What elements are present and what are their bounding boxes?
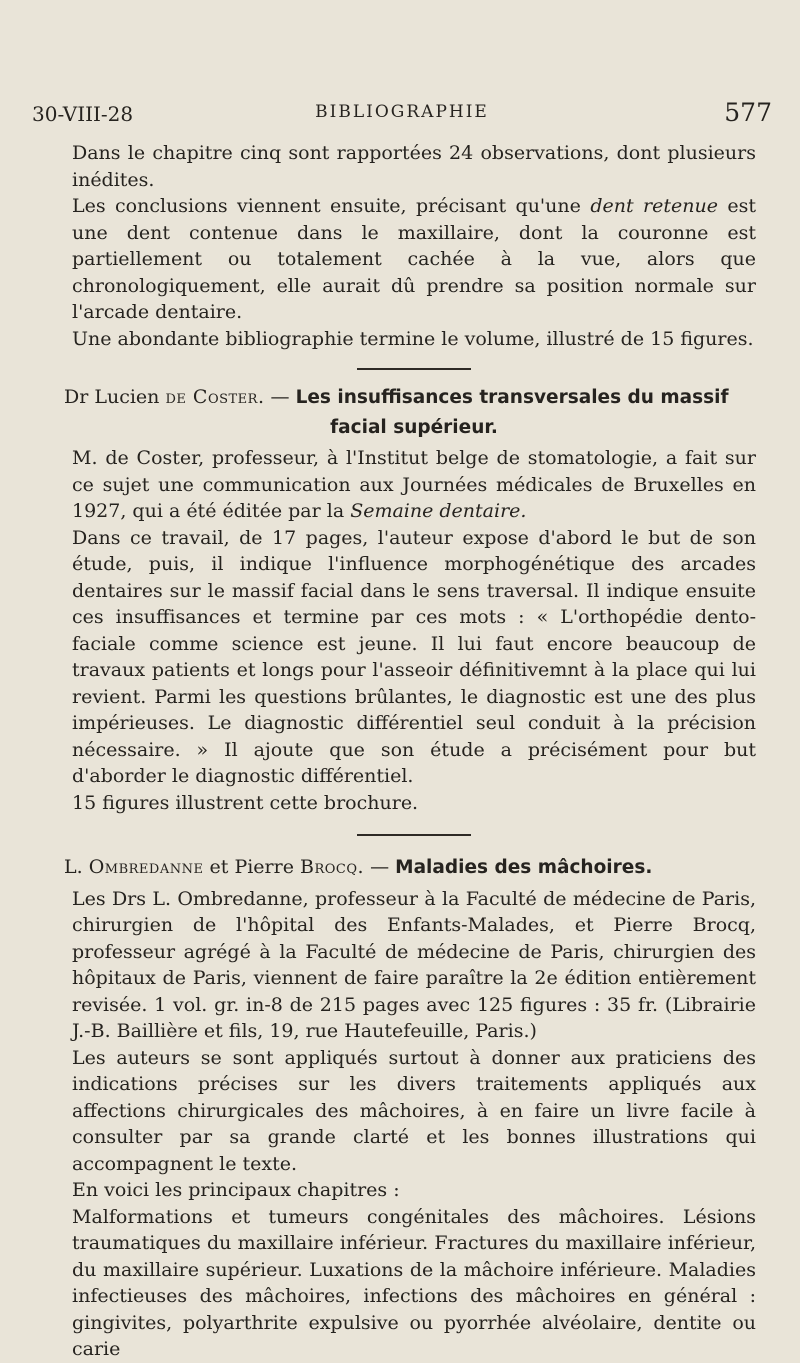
page-body (64, 140, 757, 1363)
entry-heading (64, 854, 756, 882)
paragraph-text: M. de Coster, professeur, à l'Institut belge de stomatologie, a fait sur ce sujet une communication aux Journées médicales de Bruxelles en 1927, qui a été éditée par la (72, 447, 756, 522)
entry-author: L. (64, 856, 89, 878)
paragraph (72, 326, 756, 353)
paragraph (72, 790, 756, 817)
emphasis-text: dent retenue (590, 195, 718, 217)
section-divider (357, 834, 471, 836)
page-number: 577 (724, 98, 772, 127)
paragraph (72, 193, 756, 326)
paragraph-text: 15 figures illustrent cette brochure. (72, 791, 419, 814)
paragraph-text: Les auteurs se sont appliqués surtout à donner aux praticiens des indications précises sur les divers traitements appliqués aux affections chirurgicales des mâchoires, à en faire un livre facile à consulter par sa grande clarté et les bonnes illustrations qui accompagnent le texte. (72, 1046, 756, 1175)
paragraph-text: Dans ce travail, de 17 pages, l'auteur expose d'abord le but de son étude, puis, il indique l'influence morphogénétique des arcades dentaires sur le massif facial dans le sens traversal. Il indique ensuite ces insuffisances et termine par ces mots : « L'orthopédie dento-faciale comme science est jeune. Il lui faut encore beaucoup de travaux patients et longs pour l'asseoir définitivemnt à la place qui lui revient. Parmi les questions brûlantes, le diagnostic est une des plus impérieuses. Le diagnostic différentiel seul conduit à la précision nécessaire. » Il ajoute que son étude a précisément pour but d'aborder le diagnostic différentiel. (72, 526, 756, 787)
paragraph-text: Dans le chapitre cinq sont rapportées 24 observations, dont plusieurs inédites. (72, 142, 756, 191)
paragraph (72, 1045, 756, 1178)
entry-author-surname: Ombredanne (88, 856, 204, 878)
paragraph (72, 140, 756, 193)
header-date: 30-VIII-28 (32, 102, 134, 126)
entry-author: Dr Lucien (64, 386, 166, 408)
entry-title: Les insuffisances transversales du massif (295, 387, 729, 408)
paragraph-text: Les conclusions viennent ensuite, précisant qu'une (72, 195, 591, 217)
heading-dash: — (264, 386, 296, 408)
running-header (32, 98, 772, 132)
paragraph-text: est une dent contenue dans le maxillaire, dont la couronne est partiellement ou totalement cachée à la vue, alors que chronologiquement, elle aurait dû prendre sa position normale sur l'arcade dentaire. (72, 195, 757, 323)
heading-dash: — (364, 856, 396, 878)
emphasis-text: Semaine dentaire. (350, 500, 527, 522)
entry-title-line2: facial supérieur. (330, 416, 498, 438)
entry-heading (64, 384, 756, 412)
section-divider (357, 368, 471, 370)
paragraph (72, 525, 756, 790)
entry-title: Maladies des mâchoires. (395, 857, 653, 878)
entry-author-surname: Brocq. (300, 856, 365, 878)
paragraph-text: En voici les principaux chapitres : (72, 1179, 400, 1201)
entry-title-continuation (72, 414, 756, 442)
paragraph (72, 1177, 756, 1204)
paragraph-text: Malformations et tumeurs congénitales des mâchoires. Lésions traumatiques du maxillaire inférieur. Fractures du maxillaire inférieur, du maxillaire supérieur. Luxations de la mâchoire inférieure. Maladies infectieuses des mâchoires, infections des mâchoires en général : gingivites, polyarthrite expulsive ou pyorrhée alvéolaire, dentite ou carie (72, 1205, 756, 1360)
entry-author-join: et Pierre (203, 856, 300, 878)
header-title: BIBLIOGRAPHIE (315, 102, 489, 122)
paragraph (72, 445, 756, 525)
entry-author-surname: de Coster. (165, 386, 265, 408)
paragraph-text: Les Drs L. Ombredanne, professeur à la Faculté de médecine de Paris, chirurgien de l'hôpital des Enfants-Malades, et Pierre Brocq, professeur agrégé à la Faculté de médecine de Paris, chirurgien des hôpitaux de Paris, viennent de faire paraître la 2e édition entièrement revisée. 1 vol. gr. in-8 de 215 pages avec 125 figures : 35 fr. (Librairie J.-B. Baillière et fils, 19, rue Hautefeuille, Paris.) (72, 887, 756, 1042)
paragraph-text: Une abondante bibliographie termine le volume, illustré de 15 figures. (72, 327, 754, 350)
paragraph (72, 886, 756, 1045)
